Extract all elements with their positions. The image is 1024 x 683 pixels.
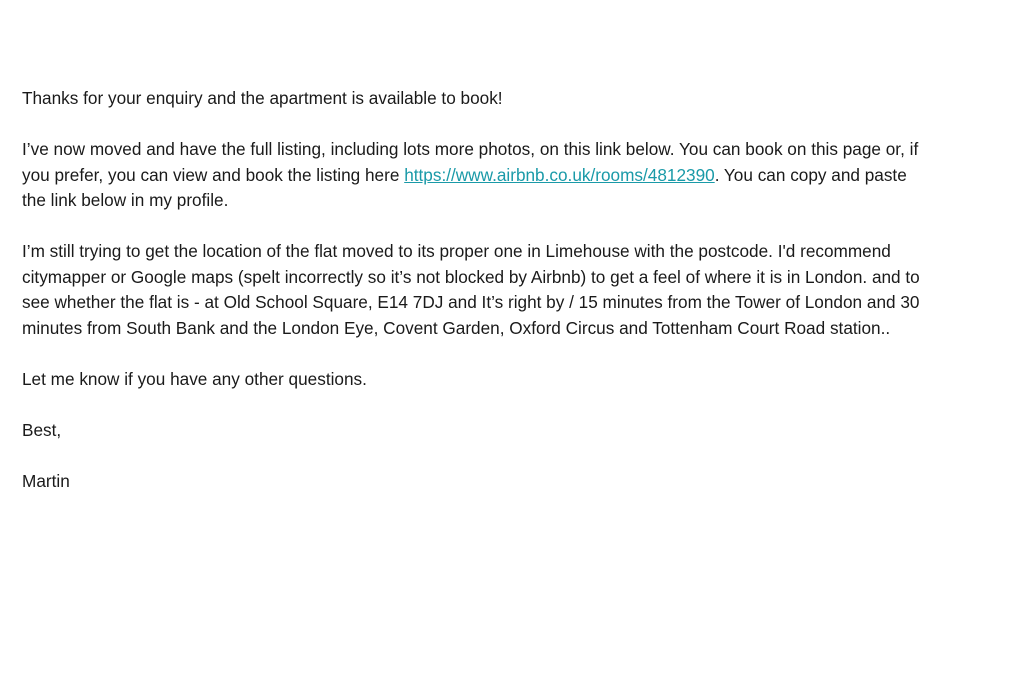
greeting-text: Thanks for your enquiry and the apartment is available to book! [22,88,503,108]
signoff-text: Best, [22,419,62,440]
message-body [22,86,922,520]
listing-text-before-link: I’ve now moved and have the full listing, including lots more photos, on this link below. You can book on this page or, if you prefer, you can view and book the listing here [22,139,919,185]
location-paragraph: I’m still trying to get the location of the flat moved to its proper one in Limehouse with the postcode. I'd recommend citymapper or Google maps (spelt incorrectly so it’s not blocked by Airbnb) to get a feel of where it is in London. and to see whether the flat is - at Old School Square, E14 7DJ and It’s right by / 15 minutes from the Tower of London and 30 minutes from South Bank and the London Eye, Covent Garden, Oxford Circus and Tottenham Court Road station.. [22,241,920,338]
listing-paragraph [22,137,922,214]
questions-paragraph: Let me know if you have any other questions. [22,368,367,389]
listing-link[interactable]: https://www.airbnb.co.uk/rooms/4812390 [404,164,715,185]
listing-text-after-link: . You can copy and paste the link below in my profile. [22,164,907,210]
signature-text: Martin [22,470,70,491]
